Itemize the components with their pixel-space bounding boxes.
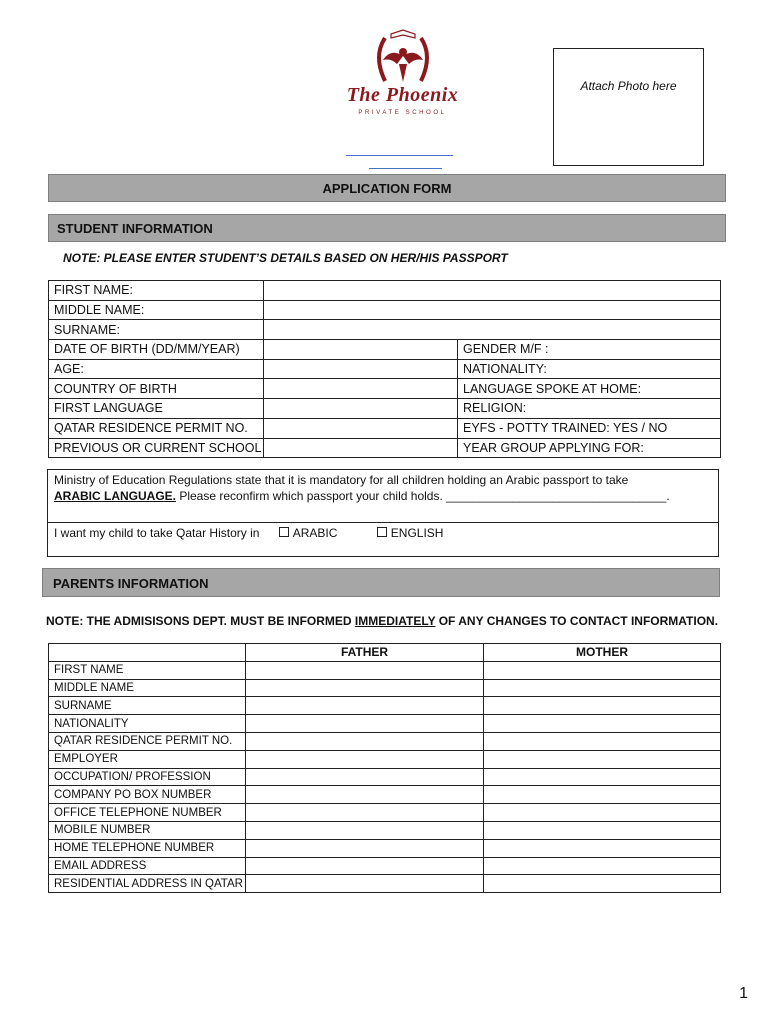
parents-note [46, 614, 718, 628]
school-name: The Phoenix [346, 84, 459, 106]
student-section-heading: STUDENT INFORMATION [48, 214, 726, 242]
mother-input[interactable] [484, 750, 721, 768]
student-row [49, 281, 721, 301]
field-label-with-input[interactable]: EYFS - POTTY TRAINED: YES / NO [458, 418, 721, 438]
mother-input[interactable] [484, 839, 721, 857]
field-label: PREVIOUS OR CURRENT SCHOOL [49, 438, 264, 458]
father-input[interactable] [246, 857, 484, 875]
student-note: NOTE: PLEASE ENTER STUDENT’S DETAILS BASED ON HER/HIS PASSPORT [63, 251, 508, 265]
parent-row [49, 804, 721, 822]
regulation-text: Ministry of Education Regulations state that it is mandatory for all children holding an Arabic passport to take [54, 473, 629, 487]
field-label: SURNAME: [49, 320, 264, 340]
option-arabic-label: ARABIC [292, 526, 338, 540]
father-input[interactable] [246, 768, 484, 786]
father-input[interactable] [246, 679, 484, 697]
form-title: APPLICATION FORM [48, 174, 726, 202]
mother-input[interactable] [484, 821, 721, 839]
field-input[interactable] [264, 359, 458, 379]
column-header: MOTHER [484, 644, 721, 662]
history-label: I want my child to take Qatar History in [54, 526, 260, 540]
field-label: FIRST LANGUAGE [49, 399, 264, 419]
father-input[interactable] [246, 821, 484, 839]
field-label: FIRST NAME: [49, 281, 264, 301]
field-label: COUNTRY OF BIRTH [49, 379, 264, 399]
field-label-with-input[interactable]: NATIONALITY: [458, 359, 721, 379]
mother-input[interactable] [484, 857, 721, 875]
mother-input[interactable] [484, 786, 721, 804]
parent-row [49, 715, 721, 733]
student-row [49, 399, 721, 419]
column-header: FATHER [246, 644, 484, 662]
parent-row [49, 875, 721, 893]
field-label: EMAIL ADDRESS [49, 857, 246, 875]
field-label: HOME TELEPHONE NUMBER [49, 839, 246, 857]
parent-row [49, 679, 721, 697]
checkbox-english[interactable] [377, 527, 387, 537]
father-input[interactable] [246, 661, 484, 679]
student-row [49, 359, 721, 379]
field-label: OFFICE TELEPHONE NUMBER [49, 804, 246, 822]
field-input[interactable] [264, 281, 721, 301]
field-label: NATIONALITY [49, 715, 246, 733]
student-row [49, 340, 721, 360]
field-label: SURNAME [49, 697, 246, 715]
field-input[interactable] [264, 418, 458, 438]
parents-note-emphasis: IMMEDIATELY [354, 614, 436, 628]
student-row [49, 418, 721, 438]
mother-input[interactable] [484, 875, 721, 893]
student-info-table [48, 280, 721, 458]
column-header [49, 644, 246, 662]
school-subtitle: PRIVATE SCHOOL [358, 110, 447, 116]
hyperlink-underline[interactable] [346, 155, 453, 156]
parent-row [49, 732, 721, 750]
father-input[interactable] [246, 786, 484, 804]
mother-input[interactable] [484, 715, 721, 733]
mother-input[interactable] [484, 679, 721, 697]
option-english[interactable] [377, 525, 444, 541]
parent-row [49, 821, 721, 839]
field-label-with-input[interactable]: RELIGION: [458, 399, 721, 419]
student-row [49, 320, 721, 340]
field-label: MOBILE NUMBER [49, 821, 246, 839]
field-input[interactable] [264, 438, 458, 458]
mother-input[interactable] [484, 732, 721, 750]
field-input[interactable] [264, 399, 458, 419]
photo-box-label: Attach Photo here [580, 79, 677, 93]
student-row [49, 438, 721, 458]
father-input[interactable] [246, 839, 484, 857]
parent-row [49, 697, 721, 715]
father-input[interactable] [246, 750, 484, 768]
parent-row [49, 661, 721, 679]
father-input[interactable] [246, 715, 484, 733]
field-label-with-input[interactable]: GENDER M/F : [458, 340, 721, 360]
mother-input[interactable] [484, 804, 721, 822]
parents-note-text: NOTE: THE ADMISISONS DEPT. MUST BE INFORMED [46, 614, 355, 628]
field-input[interactable] [264, 300, 721, 320]
parents-info-table [48, 643, 721, 893]
father-input[interactable] [246, 732, 484, 750]
hyperlink-underline[interactable] [369, 168, 442, 169]
field-label: QATAR RESIDENCE PERMIT NO. [49, 418, 264, 438]
school-logo [325, 26, 480, 126]
field-input[interactable] [264, 379, 458, 399]
arabic-language-emphasis: ARABIC LANGUAGE. [54, 489, 176, 503]
father-input[interactable] [246, 804, 484, 822]
field-label: QATAR RESIDENCE PERMIT NO. [49, 732, 246, 750]
parent-row [49, 750, 721, 768]
parent-row [49, 839, 721, 857]
parents-note-text-end: OF ANY CHANGES TO CONTACT INFORMATION. [435, 614, 719, 628]
field-input[interactable] [264, 340, 458, 360]
mother-input[interactable] [484, 661, 721, 679]
field-label: OCCUPATION/ PROFESSION [49, 768, 246, 786]
arabic-requirement-text [54, 472, 714, 504]
checkbox-arabic[interactable] [279, 527, 289, 537]
passport-confirm-field[interactable]: Please reconfirm which passport your child holds. _________________________________. [176, 489, 670, 503]
field-label: EMPLOYER [49, 750, 246, 768]
photo-box [553, 48, 704, 166]
parent-row [49, 857, 721, 875]
option-english-label: ENGLISH [390, 526, 444, 540]
option-arabic[interactable] [279, 525, 338, 541]
parent-row [49, 786, 721, 804]
student-row [49, 379, 721, 399]
arabic-language-box [47, 469, 719, 557]
parent-row [49, 768, 721, 786]
page-number: 1 [739, 985, 748, 1002]
field-label: FIRST NAME [49, 661, 246, 679]
field-label: MIDDLE NAME [49, 679, 246, 697]
divider [48, 522, 718, 523]
field-input[interactable] [264, 320, 721, 340]
father-input[interactable] [246, 875, 484, 893]
phoenix-emblem-icon [325, 26, 480, 86]
student-row [49, 300, 721, 320]
field-label: COMPANY PO BOX NUMBER [49, 786, 246, 804]
mother-input[interactable] [484, 768, 721, 786]
field-label-with-input[interactable]: YEAR GROUP APPLYING FOR: [458, 438, 721, 458]
mother-input[interactable] [484, 697, 721, 715]
field-label: MIDDLE NAME: [49, 300, 264, 320]
field-label-with-input[interactable]: LANGUAGE SPOKE AT HOME: [458, 379, 721, 399]
parents-section-heading: PARENTS INFORMATION [42, 568, 720, 597]
history-choice-row [54, 525, 443, 541]
field-label: RESIDENTIAL ADDRESS IN QATAR [49, 875, 246, 893]
father-input[interactable] [246, 697, 484, 715]
field-label: DATE OF BIRTH (DD/MM/YEAR) [49, 340, 264, 360]
field-label: AGE: [49, 359, 264, 379]
